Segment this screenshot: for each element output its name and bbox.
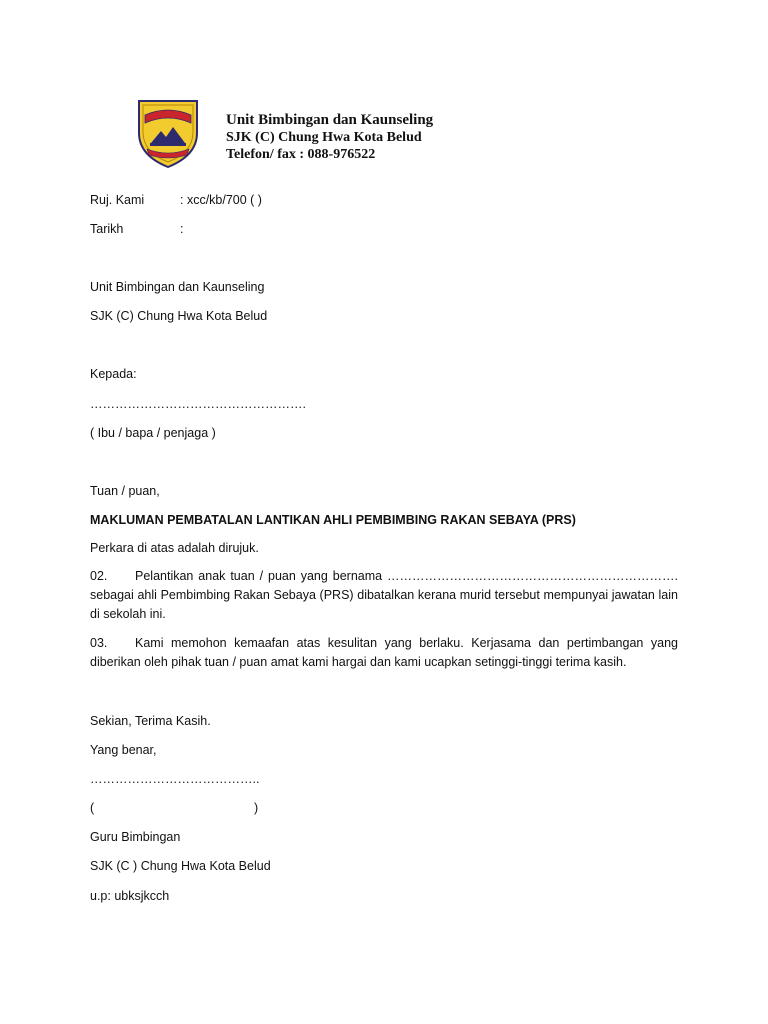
recipient-dots: …………………………………………….	[90, 397, 306, 411]
signature-paren-close: )	[254, 801, 259, 815]
letterhead-phone: Telefon/ fax : 088-976522	[226, 147, 376, 162]
subject-heading: MAKLUMAN PEMBATALAN LANTIKAN AHLI PEMBIMBING RAKAN SEBAYA (PRS)	[90, 513, 576, 527]
ref-value: : xcc/kb/700 ( )	[180, 193, 262, 207]
paragraph-3-text: Kami memohon kemaafan atas kesulitan yang berlaku. Kerjasama dan pertimbangan yang diberikan oleh pihak tuan / puan amat kami hargai dan kami ucapkan setinggi-tinggi terima kasih.	[90, 636, 678, 669]
letterhead-unit: Unit Bimbingan dan Kaunseling	[226, 112, 434, 128]
signer-title: Guru Bimbingan	[90, 830, 181, 844]
paragraph-2	[90, 567, 678, 624]
letterhead-school: SJK (C) Chung Hwa Kota Belud	[226, 130, 422, 145]
paragraph-3-number: 03.	[90, 636, 108, 650]
recipient-role: ( Ibu / bapa / penjaga )	[90, 426, 216, 440]
closing-sekian: Sekian, Terima Kasih.	[90, 714, 211, 728]
closing-yang-benar: Yang benar,	[90, 743, 157, 757]
school-crest-icon	[133, 97, 203, 169]
date-label: Tarikh	[90, 222, 124, 236]
school-logo	[133, 97, 203, 169]
salutation: Tuan / puan,	[90, 484, 160, 498]
date-value: :	[180, 222, 184, 236]
paragraph-1: Perkara di atas adalah dirujuk.	[90, 541, 259, 555]
recipient-kepada: Kepada:	[90, 367, 137, 381]
paragraph-2-number: 02.	[90, 569, 108, 583]
signer-up: u.p: ubksjkcch	[90, 889, 170, 903]
sender-school: SJK (C) Chung Hwa Kota Belud	[90, 309, 268, 323]
paragraph-3	[90, 634, 678, 672]
ref-label: Ruj. Kami	[90, 193, 145, 207]
paragraph-2-text: Pelantikan anak tuan / puan yang bernama ……………………………………………………………. sebagai ahli Pembimbing Rakan Sebaya (PRS) dibatalkan kerana murid tersebut mempunyai jawatan lain di sekolah ini.	[90, 569, 678, 621]
signature-dots: …………………………………..	[90, 772, 260, 786]
signature-paren-open: (	[90, 801, 95, 815]
signer-school: SJK (C ) Chung Hwa Kota Belud	[90, 859, 271, 873]
sender-unit: Unit Bimbingan dan Kaunseling	[90, 280, 265, 294]
